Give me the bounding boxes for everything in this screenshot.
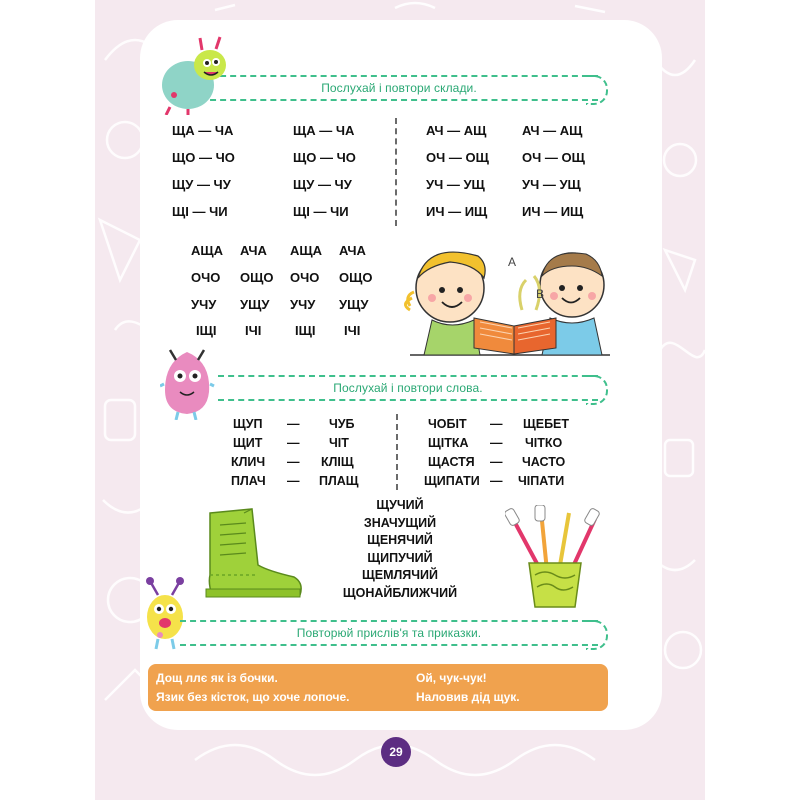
dash: — bbox=[287, 455, 300, 469]
word: ЧІТКО bbox=[525, 436, 563, 450]
grid-cell: ІЩІ bbox=[196, 323, 217, 338]
word: ЩІТКА bbox=[428, 436, 469, 450]
proverb-line: Наловив дід щук. bbox=[416, 690, 520, 704]
syllable-pair: ОЧ — ОЩ bbox=[522, 150, 585, 165]
proverbs-box bbox=[148, 664, 608, 711]
grid-cell: АЧА bbox=[339, 243, 366, 258]
syllable-pair: ЩУ — ЧУ bbox=[293, 177, 352, 192]
syllable-pair: УЧ — УЩ bbox=[522, 177, 581, 192]
page-number: 29 bbox=[389, 745, 403, 759]
syllable-pair: ИЧ — ИЩ bbox=[426, 204, 488, 219]
word: ЩИТ bbox=[233, 436, 263, 450]
dash: — bbox=[490, 436, 503, 450]
syllable-pair: АЧ — АЩ bbox=[426, 123, 487, 138]
syllable-pair: ЩІ — ЧИ bbox=[293, 204, 349, 219]
proverb-line: Ой, чук-чук! bbox=[416, 671, 487, 685]
proverb-line: Язик без кісток, що хоче лопоче. bbox=[156, 690, 350, 704]
stack-word: ЩИПУЧИЙ bbox=[367, 550, 433, 565]
dashed-divider bbox=[396, 414, 398, 490]
grid-cell: УЩУ bbox=[339, 297, 369, 312]
word: ПЛАЧ bbox=[231, 474, 266, 488]
grid-cell: АЧА bbox=[240, 243, 267, 258]
word: ЩУП bbox=[233, 417, 263, 431]
section-title-proverbs bbox=[180, 620, 598, 646]
syllable-pair: АЧ — АЩ bbox=[522, 123, 583, 138]
word: КЛИЧ bbox=[231, 455, 266, 469]
grid-cell: ІЩІ bbox=[295, 323, 316, 338]
word: ЧАСТО bbox=[522, 455, 566, 469]
toothbrush-cup-illustration bbox=[505, 505, 605, 610]
grid-cell: УЧУ bbox=[290, 297, 316, 312]
syllable-pair: ЩУ — ЧУ bbox=[172, 177, 231, 192]
dash: — bbox=[287, 474, 300, 488]
stack-word: ЩОНАЙБЛИЖЧИЙ bbox=[342, 585, 458, 600]
dash: — bbox=[490, 474, 503, 488]
dash: — bbox=[490, 455, 503, 469]
grid-cell: АЩА bbox=[290, 243, 323, 258]
section-title-proverbs-text: Повторюй прислів'я та приказки. bbox=[296, 626, 482, 640]
section-title-syllables bbox=[200, 75, 598, 101]
page-number-badge bbox=[381, 737, 411, 767]
stack-word: ЩЕМЛЯЧИЙ bbox=[362, 568, 438, 582]
word: ЧІТ bbox=[329, 436, 349, 450]
section-title-syllables-text: Послухай і повтори склади. bbox=[321, 81, 477, 95]
section-title-words-text: Послухай і повтори слова. bbox=[333, 381, 483, 395]
word: ЩЕБЕТ bbox=[523, 417, 570, 431]
word: ПЛАЩ bbox=[319, 474, 359, 488]
boot-illustration bbox=[200, 505, 305, 605]
monster-green-icon bbox=[158, 35, 233, 115]
syllable-pair: ЩА — ЧА bbox=[172, 123, 234, 138]
word: КЛІЩ bbox=[321, 455, 354, 469]
syllable-pair: ОЧ — ОЩ bbox=[426, 150, 489, 165]
proverb-line: Дощ ллє як із бочки. bbox=[156, 671, 278, 685]
section-title-words bbox=[218, 375, 598, 401]
word: ЩАСТЯ bbox=[428, 455, 475, 469]
dash: — bbox=[287, 417, 300, 431]
grid-cell: ІЧІ bbox=[245, 323, 262, 338]
word-stack bbox=[300, 497, 500, 602]
syllable-pair: ЩО — ЧО bbox=[293, 150, 356, 165]
dash: — bbox=[287, 436, 300, 450]
stack-word: ЗНАЧУЩИЙ bbox=[363, 515, 437, 530]
grid-cell: ОЧО bbox=[290, 270, 320, 285]
word: ЧОБІТ bbox=[428, 417, 467, 431]
dash: — bbox=[490, 417, 503, 431]
syllable-pair: ЩА — ЧА bbox=[293, 123, 355, 138]
stack-word: ЩУЧИЙ bbox=[376, 498, 424, 512]
syllable-pair: ИЧ — ИЩ bbox=[522, 204, 584, 219]
syllable-pair: ЩІ — ЧИ bbox=[172, 204, 228, 219]
stack-word: ЩЕНЯЧИЙ bbox=[367, 533, 433, 547]
grid-cell: ОЩО bbox=[339, 270, 373, 285]
grid-cell: АЩА bbox=[191, 243, 224, 258]
syllable-pair: УЧ — УЩ bbox=[426, 177, 485, 192]
syllable-pair: ЩО — ЧО bbox=[172, 150, 235, 165]
grid-cell: ОЩО bbox=[240, 270, 274, 285]
word: ЩИПАТИ bbox=[424, 474, 480, 488]
grid-cell: УЧУ bbox=[191, 297, 217, 312]
letter-v: В bbox=[536, 287, 545, 301]
letter-a: А bbox=[508, 255, 517, 269]
word: ЧІПАТИ bbox=[518, 474, 565, 488]
dashed-divider bbox=[395, 118, 397, 226]
kids-reading-illustration bbox=[402, 240, 617, 358]
monster-pink-icon bbox=[160, 340, 215, 420]
grid-cell: УЩУ bbox=[240, 297, 270, 312]
word: ЧУБ bbox=[329, 417, 355, 431]
grid-cell: ОЧО bbox=[191, 270, 221, 285]
grid-cell: ІЧІ bbox=[344, 323, 361, 338]
